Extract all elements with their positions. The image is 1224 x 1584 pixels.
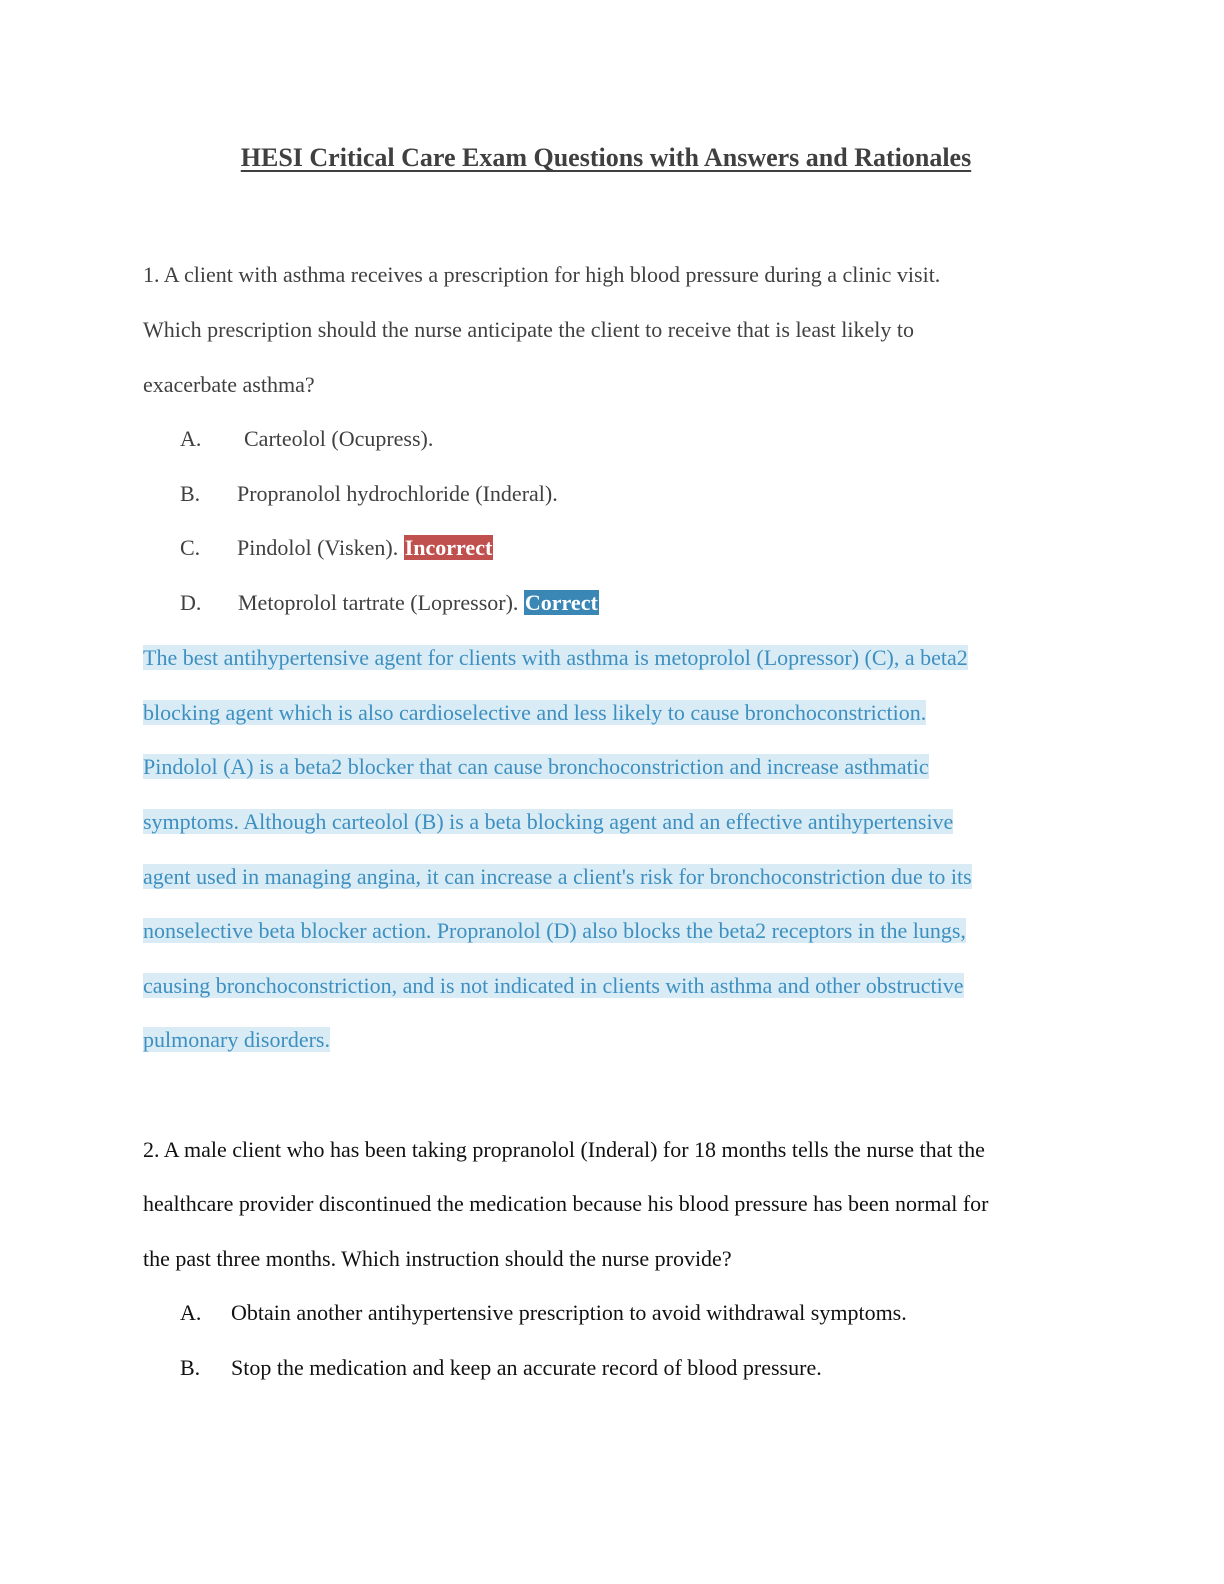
option-text: Carteolol (Ocupress). (244, 426, 434, 451)
option-letter: C. (180, 535, 201, 560)
rationale-line-5 (143, 862, 972, 892)
rationale-line-2 (143, 698, 926, 728)
rationale-line-1 (143, 643, 968, 673)
option-text: Propranolol hydrochloride (Inderal). (237, 481, 558, 506)
option-text-with-badge (238, 588, 599, 618)
rationale-line-7 (143, 971, 964, 1001)
rationale-line-4 (143, 807, 953, 837)
question-2-line-2: healthcare provider discontinued the medication because his blood pressure has been normal for (143, 1191, 989, 1216)
option-letter: B. (180, 1355, 201, 1380)
option-letter: A. (180, 1300, 202, 1325)
rationale-text: causing bronchoconstriction, and is not indicated in clients with asthma and other obstructive (143, 973, 964, 998)
option-text-with-badge (237, 533, 493, 563)
rationale-line-6 (143, 916, 966, 946)
option-text: Obtain another antihypertensive prescription to avoid withdrawal symptoms. (231, 1300, 907, 1325)
question-2-line-3: the past three months. Which instruction should the nurse provide? (143, 1246, 732, 1271)
rationale-text: pulmonary disorders. (143, 1027, 330, 1052)
question-2-line-1: 2. A male client who has been taking propranolol (Inderal) for 18 months tells the nurse that the (143, 1137, 985, 1162)
option-letter: D. (180, 590, 202, 615)
rationale-text: symptoms. Although carteolol (B) is a beta blocking agent and an effective antihypertensive (143, 809, 954, 834)
option-letter: A. (180, 426, 202, 451)
question-1-line-2: Which prescription should the nurse anticipate the client to receive that is least likely to (143, 317, 914, 342)
incorrect-badge: Incorrect (404, 535, 493, 560)
question-1-line-1: 1. A client with asthma receives a prescription for high blood pressure during a clinic visit. (143, 262, 941, 287)
document-title: HESI Critical Care Exam Questions with Answers and Rationales (240, 143, 972, 172)
option-text: Pindolol (Visken). (237, 535, 399, 560)
correct-badge: Correct (524, 590, 598, 615)
rationale-text: Pindolol (A) is a beta2 blocker that can cause bronchoconstriction and increase asthmatic (143, 754, 929, 779)
rationale-text: agent used in managing angina, it can increase a client's risk for bronchoconstriction due to its (143, 864, 972, 889)
option-letter: B. (180, 481, 201, 506)
option-text: Stop the medication and keep an accurate record of blood pressure. (231, 1355, 822, 1380)
rationale-text: The best antihypertensive agent for clients with asthma is metoprolol (Lopressor) (C), a beta2 (143, 645, 968, 670)
option-text: Metoprolol tartrate (Lopressor). (238, 590, 519, 615)
rationale-line-8 (143, 1025, 330, 1055)
question-1-line-3: exacerbate asthma? (143, 372, 315, 397)
rationale-text: nonselective beta blocker action. Propranolol (D) also blocks the beta2 receptors in the lungs, (143, 918, 966, 943)
rationale-text: blocking agent which is also cardioselective and less likely to cause bronchoconstriction. (143, 700, 927, 725)
rationale-line-3 (143, 752, 929, 782)
